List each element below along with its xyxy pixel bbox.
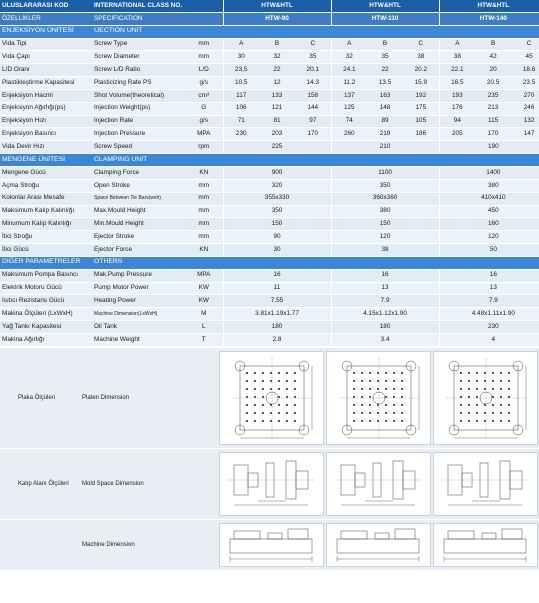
ozellik-label: ÖZELLİKLER — [0, 12, 92, 25]
platen-drawing-1 — [219, 351, 324, 445]
row-value: 24.1 — [331, 64, 367, 77]
row-value: 30 — [223, 244, 331, 257]
mold-drawing-3 — [433, 452, 538, 516]
row-value: B — [367, 38, 403, 51]
row-unit: cm³ — [185, 89, 223, 102]
row-value: 22.1 — [439, 64, 475, 77]
row-value: 7.9 — [439, 295, 539, 308]
row-label-tr: Yağ Tankı Kapasitesi — [0, 321, 92, 334]
row-value: C — [511, 38, 539, 51]
platen-drawing-icon — [224, 354, 319, 442]
row-unit: g/s — [185, 115, 223, 128]
row-label-en: Injection Pressure — [92, 128, 185, 141]
row-value: 20.2 — [403, 64, 439, 77]
row-label-en: Space Between Tie Bars(wxh) — [92, 192, 185, 205]
row-value: 22 — [367, 64, 403, 77]
row-value: 16 — [439, 269, 539, 282]
row-label-en: Shot Volume(theoretical) — [92, 89, 185, 102]
row-label-en: Screw Type — [92, 38, 185, 51]
row-unit: MPA — [185, 128, 223, 141]
row-value: 20 — [475, 64, 511, 77]
row-value: 270 — [511, 89, 539, 102]
row-value: 380 — [439, 179, 539, 192]
row-value: 42 — [475, 51, 511, 64]
mold-label-tr: Kalıp Alanı Ölçüleri — [18, 480, 69, 487]
row-unit: M — [185, 308, 223, 321]
row-value: 186 — [403, 128, 439, 141]
row-unit: mm — [185, 192, 223, 205]
row-value: 106 — [223, 102, 259, 115]
row-label-tr: L/D Oranı — [0, 64, 92, 77]
row-label-en: Min.Mould Height — [92, 218, 185, 231]
row-value: 89 — [367, 115, 403, 128]
row-value: B — [259, 38, 295, 51]
row-label-en: Plasticizing Rate PS — [92, 77, 185, 90]
header-row — [0, 0, 539, 12]
row-label-tr: Makina Ağırlığı — [0, 333, 92, 346]
row-value: 410x410 — [439, 192, 539, 205]
row-label-tr: Açma Stroğu — [0, 179, 92, 192]
row-unit: L/D — [185, 64, 223, 77]
row-value: 120 — [439, 231, 539, 244]
row-value: 2.8 — [223, 333, 331, 346]
row-label-tr: Mengene Gücü — [0, 166, 92, 179]
row-label-en: Machine Dimension(LxWxH) — [92, 308, 185, 321]
table-row — [0, 179, 539, 192]
row-label-tr: Elektrik Motoru Gücü — [0, 282, 92, 295]
platen-label-en: Platen Dimension — [82, 394, 130, 401]
row-value: 105 — [403, 115, 439, 128]
row-value: 12 — [259, 77, 295, 90]
mold-drawing-icon — [224, 455, 319, 513]
row-value: 23,5 — [223, 64, 259, 77]
row-label-tr: Enjeksiyon Ağırlığı(ps) — [0, 102, 92, 115]
table-row — [0, 89, 539, 102]
row-unit: G — [185, 102, 223, 115]
row-label-tr: Makina Ölçüleri (LxWxH) — [0, 308, 92, 321]
row-label-tr: Kolonlar Arası Mesafe — [0, 192, 92, 205]
mold-label-en: Mold Space Dimension — [82, 480, 144, 487]
row-label-tr: Enjeksiyon Basıncı — [0, 128, 92, 141]
row-value: 180 — [223, 321, 331, 334]
other-section-en: OTHERS — [92, 256, 539, 269]
row-label-tr: Plastikleştirme Kapasitesi — [0, 77, 92, 90]
row-label-tr: Isıtıcı Rezistans Gücü — [0, 295, 92, 308]
row-label-en: Clamping Force — [92, 166, 185, 179]
row-label-en: Open Stroke — [92, 179, 185, 192]
row-value: 260 — [331, 128, 367, 141]
row-value: 121 — [259, 102, 295, 115]
table-row — [0, 308, 539, 321]
row-unit: KW — [185, 295, 223, 308]
row-value: 203 — [259, 128, 295, 141]
row-value: 900 — [223, 166, 331, 179]
row-value: 450 — [439, 205, 539, 218]
injection-section-tr: ENJEKSİYON ÜNİTESİ — [0, 25, 92, 38]
machine-drawing-3 — [433, 523, 538, 567]
table-row — [0, 282, 539, 295]
row-value: 74 — [331, 115, 367, 128]
row-value: 4.48x1.11x1.90 — [439, 308, 539, 321]
row-value: 20.5 — [475, 77, 511, 90]
row-value: 144 — [295, 102, 331, 115]
row-value: 4 — [439, 333, 539, 346]
row-value: 190 — [439, 141, 539, 154]
row-value: 10.5 — [223, 77, 259, 90]
row-value: 360x360 — [331, 192, 439, 205]
row-value: 13 — [439, 282, 539, 295]
table-row — [0, 115, 539, 128]
mold-space-row — [0, 448, 539, 519]
class-label: INTERNATIONAL CLASS NO. — [92, 0, 223, 12]
row-value: C — [295, 38, 331, 51]
row-unit: g/s — [185, 77, 223, 90]
row-value: 38 — [403, 51, 439, 64]
row-label-tr: İtici Gücü — [0, 244, 92, 257]
row-unit: KW — [185, 282, 223, 295]
table-row — [0, 269, 539, 282]
row-value: 16 — [223, 269, 331, 282]
row-value: 4.15x1.12x1.90 — [331, 308, 439, 321]
row-value: 125 — [331, 102, 367, 115]
table-row — [0, 166, 539, 179]
table-row — [0, 102, 539, 115]
table-row — [0, 231, 539, 244]
row-value: 320 — [223, 179, 331, 192]
row-value: 11 — [223, 282, 331, 295]
row-unit: rpm — [185, 141, 223, 154]
table-row — [0, 295, 539, 308]
table-row — [0, 51, 539, 64]
table-row — [0, 38, 539, 51]
machine-drawing-icon — [331, 525, 426, 565]
row-value: 175 — [403, 102, 439, 115]
row-label-tr: Vida Çapı — [0, 51, 92, 64]
row-label-en: Screw Diameter — [92, 51, 185, 64]
row-value: 170 — [475, 128, 511, 141]
row-value: 380 — [331, 205, 439, 218]
row-value: 3.81x1.19x1.77 — [223, 308, 331, 321]
row-label-tr: Vida Devir Hızı — [0, 141, 92, 154]
row-value: 71 — [223, 115, 259, 128]
row-value: 94 — [439, 115, 475, 128]
row-label-en: Heating Power — [92, 295, 185, 308]
clamping-section-en: CLAMPING UNIT — [92, 154, 539, 167]
table-row — [0, 244, 539, 257]
row-unit: mm — [185, 218, 223, 231]
row-value: A — [439, 38, 475, 51]
row-value: 148 — [367, 102, 403, 115]
row-value: 176 — [439, 102, 475, 115]
row-value: 3.4 — [331, 333, 439, 346]
row-value: 115 — [475, 115, 511, 128]
machine-label-en: Machine Dimension — [82, 541, 135, 548]
platen-dimension-row — [0, 347, 539, 448]
row-label-en: Ejector Stroke — [92, 231, 185, 244]
row-value: 13 — [331, 282, 439, 295]
row-label-en: Machine Weight — [92, 333, 185, 346]
row-unit: KN — [185, 166, 223, 179]
row-label-tr: Minumum Kalıp Kalınlığı — [0, 218, 92, 231]
row-value: 38 — [439, 51, 475, 64]
brand-2: HTW&HTL — [331, 0, 439, 12]
row-value: 16.5 — [439, 77, 475, 90]
mold-drawing-icon — [331, 455, 426, 513]
row-value: 32 — [331, 51, 367, 64]
row-value: 163 — [367, 89, 403, 102]
row-value: 97 — [295, 115, 331, 128]
row-value: 13.5 — [367, 77, 403, 90]
row-value: C — [403, 38, 439, 51]
table-row — [0, 77, 539, 90]
row-value: 210 — [331, 141, 439, 154]
row-value: 7.55 — [223, 295, 331, 308]
row-value: 7.9 — [331, 295, 439, 308]
row-value: B — [475, 38, 511, 51]
table-row — [0, 192, 539, 205]
platen-drawing-2 — [326, 351, 431, 445]
row-value: 205 — [439, 128, 475, 141]
table-row — [0, 218, 539, 231]
row-unit: mm — [185, 205, 223, 218]
machine-drawing-icon — [438, 525, 533, 565]
table-row — [0, 128, 539, 141]
row-label-en: Mak.Pump Pressure — [92, 269, 185, 282]
row-value: 246 — [511, 102, 539, 115]
table-row — [0, 141, 539, 154]
row-value: 133 — [259, 89, 295, 102]
mold-drawing-2 — [326, 452, 431, 516]
row-value: 16 — [331, 269, 439, 282]
row-value: 132 — [511, 115, 539, 128]
machine-drawing-icon — [224, 525, 319, 565]
injection-section-header — [0, 25, 539, 38]
row-value: 32 — [259, 51, 295, 64]
row-value: 38 — [331, 244, 439, 257]
row-value: 150 — [223, 218, 331, 231]
row-value: 45 — [511, 51, 539, 64]
row-label-en: Screw L/D Ratio — [92, 64, 185, 77]
row-value: 137 — [331, 89, 367, 102]
table-row — [0, 205, 539, 218]
brand-3: HTW&HTL — [439, 0, 539, 12]
model-row — [0, 12, 539, 25]
row-value: 150 — [331, 218, 439, 231]
row-label-tr: Maksimum Kalıp Kalınlığı — [0, 205, 92, 218]
row-value: 230 — [439, 321, 539, 334]
row-value: 81 — [259, 115, 295, 128]
row-value: 35 — [367, 51, 403, 64]
row-unit: T — [185, 333, 223, 346]
row-label-tr: Vida Tipi — [0, 38, 92, 51]
row-label-tr: Enjeksiyon Hacmi — [0, 89, 92, 102]
row-value: 35 — [295, 51, 331, 64]
row-value: 14.3 — [295, 77, 331, 90]
row-value: 15.9 — [403, 77, 439, 90]
row-value: 1400 — [439, 166, 539, 179]
row-unit: MPA — [185, 269, 223, 282]
row-value: 192 — [403, 89, 439, 102]
row-value: 180 — [331, 321, 439, 334]
row-label-tr: Maksimum Pompa Basıncı — [0, 269, 92, 282]
row-value: 355x330 — [223, 192, 331, 205]
row-value: A — [331, 38, 367, 51]
row-value: 213 — [475, 102, 511, 115]
row-value: 147 — [511, 128, 539, 141]
row-value: 193 — [439, 89, 475, 102]
row-value: 350 — [331, 179, 439, 192]
row-value: 235 — [475, 89, 511, 102]
machine-dimension-row — [0, 519, 539, 570]
table-row — [0, 321, 539, 334]
row-value: 20.1 — [295, 64, 331, 77]
row-label-en: Screw Speed — [92, 141, 185, 154]
row-unit: mm — [185, 231, 223, 244]
row-value: 225 — [223, 141, 331, 154]
row-unit: mm — [185, 38, 223, 51]
model-3: HTW-140 — [439, 12, 539, 25]
row-value: 160 — [439, 218, 539, 231]
machine-drawing-2 — [326, 523, 431, 567]
row-label-en: Ejector Force — [92, 244, 185, 257]
row-value: 170 — [295, 128, 331, 141]
row-value: 90 — [223, 231, 331, 244]
row-label-en: Injection Rate — [92, 115, 185, 128]
row-value: 22 — [259, 64, 295, 77]
brand-1: HTW&HTL — [223, 0, 331, 12]
row-label-en: Max.Mould Height — [92, 205, 185, 218]
row-value: 50 — [439, 244, 539, 257]
row-label-en: Oil Tank — [92, 321, 185, 334]
platen-label-tr: Plaka Ölçüleri — [18, 394, 56, 401]
row-value: 11.2 — [331, 77, 367, 90]
row-unit: KN — [185, 244, 223, 257]
row-label-en: Injection Weight(ps) — [92, 102, 185, 115]
mold-drawing-1 — [219, 452, 324, 516]
row-value: 219 — [367, 128, 403, 141]
clamping-section-tr: MENGENE ÜNİTESİ — [0, 154, 92, 167]
platen-drawing-3 — [433, 351, 538, 445]
model-2: HTW-110 — [331, 12, 439, 25]
other-section-header — [0, 256, 539, 269]
row-label-tr: Enjeksiyon Hızı — [0, 115, 92, 128]
row-value: 23.5 — [511, 77, 539, 90]
kod-label: ULUSLARARASI KOD — [0, 0, 92, 12]
spec-label: SPECIFICATION — [92, 12, 223, 25]
model-1: HTW-90 — [223, 12, 331, 25]
platen-drawing-icon — [438, 354, 533, 442]
platen-drawing-icon — [331, 354, 426, 442]
row-unit: mm — [185, 179, 223, 192]
row-value: 18.6 — [511, 64, 539, 77]
row-label-tr: İtici Stroğu — [0, 231, 92, 244]
row-value: 117 — [223, 89, 259, 102]
row-value: A — [223, 38, 259, 51]
table-row — [0, 64, 539, 77]
machine-drawing-1 — [219, 523, 324, 567]
row-value: 350 — [223, 205, 331, 218]
other-section-tr: DİĞER PARAMETRELER — [0, 256, 92, 269]
row-value: 1100 — [331, 166, 439, 179]
row-value: 120 — [331, 231, 439, 244]
row-unit: mm — [185, 51, 223, 64]
row-value: 230 — [223, 128, 259, 141]
injection-section-en: IJECTION UNIT — [92, 25, 539, 38]
table-row — [0, 333, 539, 346]
row-label-en: Pump Motor Power — [92, 282, 185, 295]
clamping-section-header — [0, 154, 539, 167]
row-value: 30 — [223, 51, 259, 64]
row-unit: L — [185, 321, 223, 334]
mold-drawing-icon — [438, 455, 533, 513]
row-value: 158 — [295, 89, 331, 102]
